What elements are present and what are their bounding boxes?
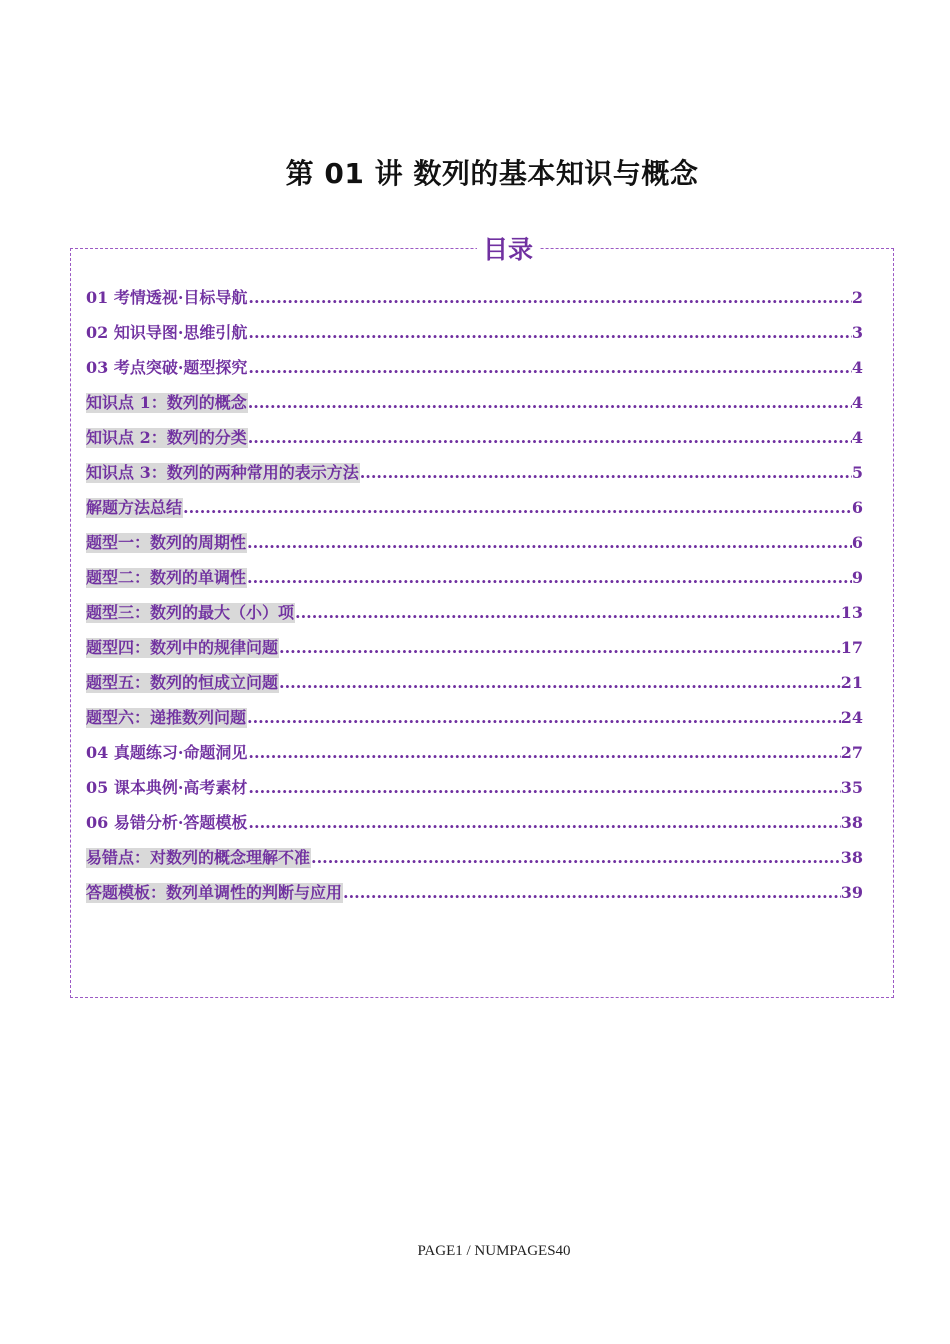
toc-page-number[interactable]: 17 [840, 637, 863, 657]
toc-entry-title[interactable]: 04 真题练习·命题洞见 [86, 742, 248, 762]
toc-dot-leader [248, 315, 851, 350]
toc-entry-title[interactable]: 题型四：数列中的规律问题 [86, 637, 279, 657]
toc-page-number[interactable]: 4 [851, 427, 863, 447]
toc-page-number[interactable]: 24 [840, 707, 863, 727]
toc-entry[interactable] [86, 350, 863, 385]
toc-entry-title[interactable]: 02 知识导图·思维引航 [86, 322, 248, 342]
toc-entry[interactable] [86, 735, 863, 770]
toc-entry[interactable] [86, 700, 863, 735]
toc-page-number[interactable]: 13 [840, 602, 863, 622]
toc-entry-title[interactable]: 知识点 3：数列的两种常用的表示方法 [86, 462, 359, 482]
toc-entry[interactable] [86, 840, 863, 875]
toc-dot-leader [360, 455, 852, 490]
toc-page-number[interactable]: 4 [851, 392, 863, 412]
toc-entry[interactable] [86, 630, 863, 665]
toc-entry-title[interactable]: 题型三：数列的最大（小）项 [86, 602, 295, 622]
toc-dot-leader [248, 735, 840, 770]
toc-page-number[interactable]: 39 [840, 882, 863, 902]
toc-dot-leader [247, 560, 852, 595]
toc-entry[interactable] [86, 560, 863, 595]
toc-entry-title[interactable]: 答题模板：数列单调性的判断与应用 [86, 882, 343, 902]
toc-dot-leader [248, 280, 851, 315]
toc-dot-leader [295, 595, 841, 630]
toc-dot-leader [247, 525, 852, 560]
document-title: 第 01 讲 数列的基本知识与概念 [285, 157, 699, 190]
toc-page-number[interactable]: 2 [851, 287, 863, 307]
toc-page-number[interactable]: 35 [840, 777, 863, 797]
toc-entry-title[interactable]: 题型六：递推数列问题 [86, 707, 247, 727]
toc-entry[interactable] [86, 490, 863, 525]
toc-dot-leader [183, 490, 852, 525]
toc-dot-leader [248, 350, 851, 385]
toc-entry[interactable] [86, 315, 863, 350]
toc-entry[interactable] [86, 770, 863, 805]
toc-entry[interactable] [86, 280, 863, 315]
toc-page-number[interactable]: 6 [851, 532, 863, 552]
toc-heading: 目录 [477, 230, 539, 266]
toc-dot-leader [279, 665, 841, 700]
toc-dot-leader [248, 770, 840, 805]
toc-dot-leader [343, 875, 841, 910]
toc-entry-title[interactable]: 03 考点突破·题型探究 [86, 357, 248, 377]
toc-entry-title[interactable]: 易错点：对数列的概念理解不准 [86, 847, 311, 867]
toc-dot-leader [248, 420, 852, 455]
toc-entry-title[interactable]: 05 课本典例·高考素材 [86, 777, 248, 797]
toc-page-number[interactable]: 4 [851, 357, 863, 377]
toc-list [86, 280, 863, 910]
toc-entry-title[interactable]: 知识点 1：数列的概念 [86, 392, 247, 412]
toc-page-number[interactable]: 38 [840, 847, 863, 867]
toc-dot-leader [248, 385, 852, 420]
toc-entry[interactable] [86, 805, 863, 840]
toc-dot-leader [248, 805, 840, 840]
toc-entry[interactable] [86, 875, 863, 910]
toc-entry-title[interactable]: 知识点 2：数列的分类 [86, 427, 247, 447]
toc-entry[interactable] [86, 420, 863, 455]
toc-page-number[interactable]: 5 [851, 462, 863, 482]
toc-dot-leader [311, 840, 841, 875]
toc-entry[interactable] [86, 525, 863, 560]
toc-entry[interactable] [86, 455, 863, 490]
toc-page-number[interactable]: 6 [851, 497, 863, 517]
toc-page-number[interactable]: 3 [851, 322, 863, 342]
toc-dot-leader [279, 630, 841, 665]
toc-entry[interactable] [86, 665, 863, 700]
page-footer: PAGE1 / NUMPAGES40 [417, 1243, 571, 1259]
toc-entry-title[interactable]: 06 易错分析·答题模板 [86, 812, 248, 832]
toc-page-number[interactable]: 27 [840, 742, 863, 762]
toc-entry[interactable] [86, 385, 863, 420]
toc-page-number[interactable]: 9 [851, 567, 863, 587]
toc-entry-title[interactable]: 题型一：数列的周期性 [86, 532, 247, 552]
toc-entry-title[interactable]: 题型二：数列的单调性 [86, 567, 247, 587]
toc-page-number[interactable]: 21 [840, 672, 863, 692]
toc-dot-leader [247, 700, 841, 735]
toc-entry[interactable] [86, 595, 863, 630]
toc-entry-title[interactable]: 01 考情透视·目标导航 [86, 287, 248, 307]
toc-entry-title[interactable]: 解题方法总结 [86, 497, 183, 517]
toc-page-number[interactable]: 38 [840, 812, 863, 832]
toc-entry-title[interactable]: 题型五：数列的恒成立问题 [86, 672, 279, 692]
